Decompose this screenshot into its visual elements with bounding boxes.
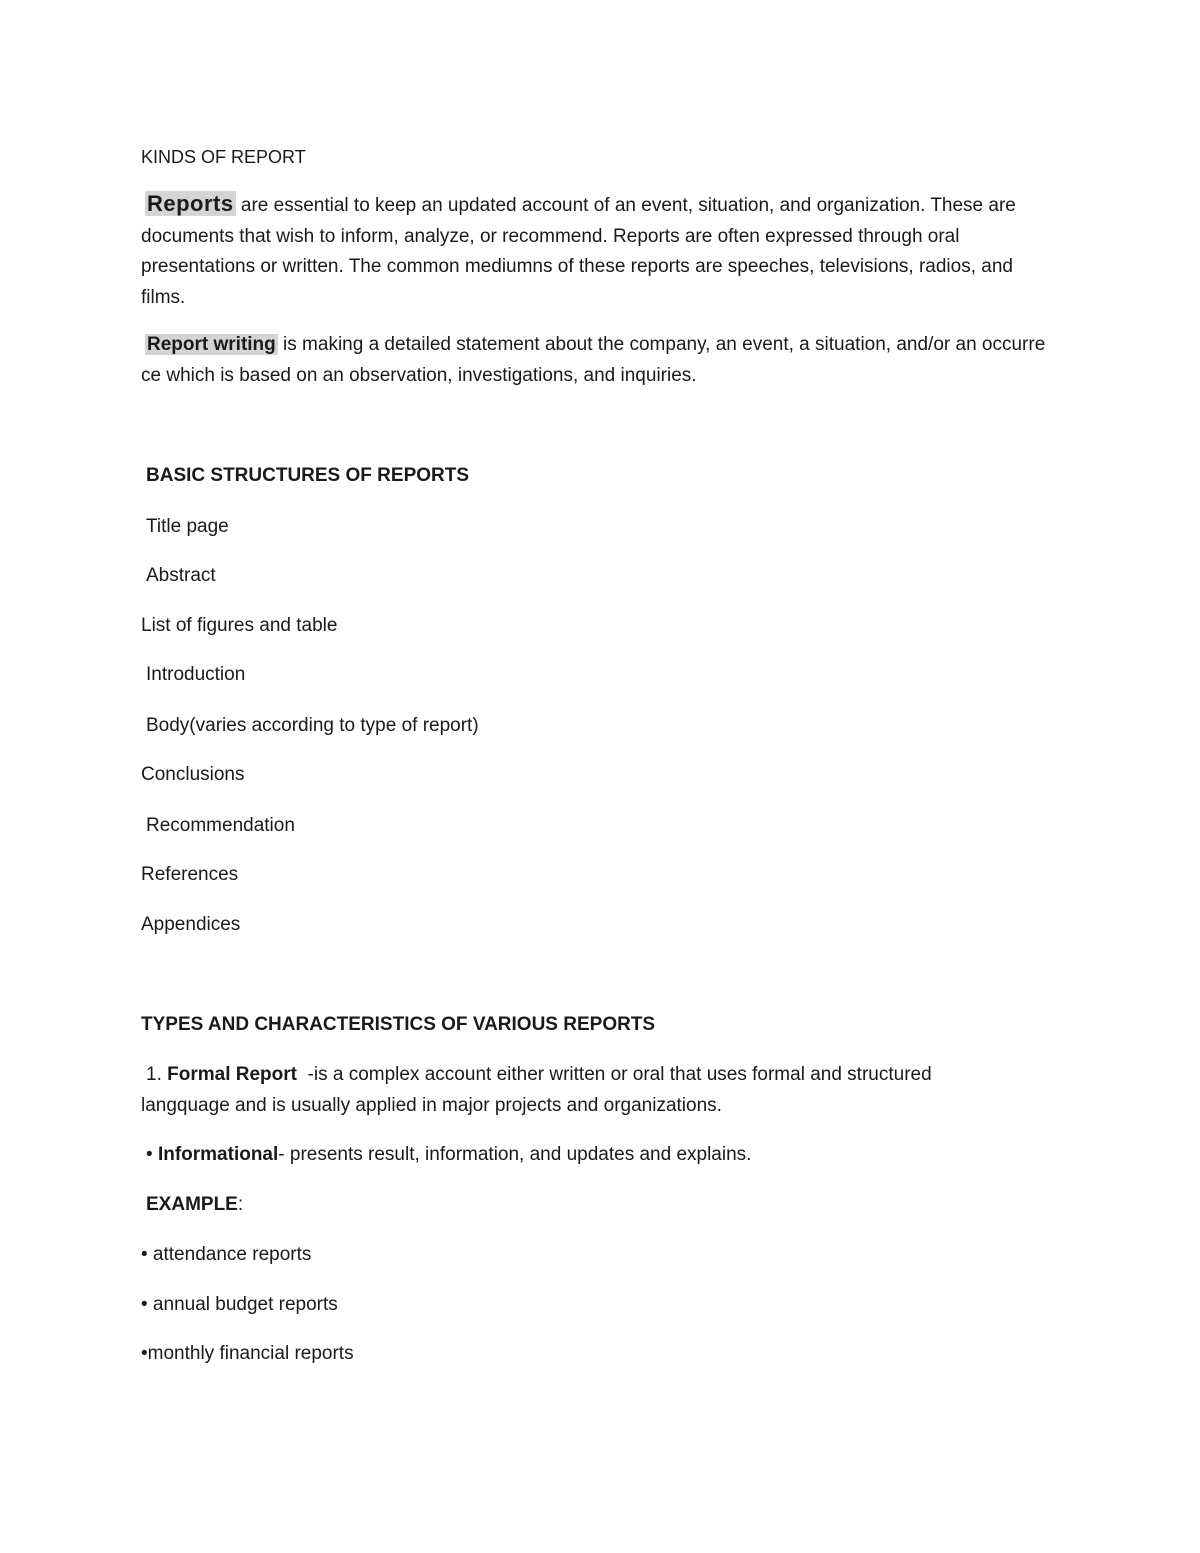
highlighted-term-reports: Reports [147, 191, 234, 216]
informational-text: - presents result, information, and updates and explains. [278, 1144, 752, 1165]
formal-report-line [146, 1063, 932, 1087]
informational-term: Informational [157, 1144, 279, 1165]
list-number: 1. [146, 1064, 168, 1085]
formal-report-text: -is a complex account either written or oral that uses formal and structured [296, 1064, 932, 1085]
structure-item: Conclusions [141, 764, 245, 785]
example-heading-line [146, 1193, 243, 1217]
page-title: KINDS OF REPORT [141, 147, 306, 167]
definition-paragraph-text: is making a detailed statement about the company, an event, a situation, and/or an occurre ce which is based on an observation, investigations, and inquiries. [141, 334, 1046, 386]
structure-item: Appendices [141, 914, 241, 935]
example-item: • attendance reports [141, 1244, 312, 1265]
structure-item: Body(varies according to type of report) [146, 715, 479, 736]
example-item: •monthly financial reports [141, 1343, 354, 1364]
formal-report-continuation: langquage and is usually applied in major projects and organizations. [141, 1095, 722, 1116]
structure-item: References [141, 864, 239, 885]
example-heading: EXAMPLE [146, 1194, 238, 1215]
informational-line [146, 1143, 751, 1167]
definition-paragraph [141, 330, 1061, 391]
example-colon: : [237, 1194, 244, 1215]
section-heading-types: TYPES AND CHARACTERISTICS OF VARIOUS REPORTS [141, 1014, 656, 1035]
intro-paragraph [141, 189, 1061, 313]
structure-item: Abstract [146, 565, 216, 586]
structure-item: Title page [146, 516, 229, 537]
formal-report-term: Formal Report [167, 1064, 297, 1085]
example-item: • annual budget reports [141, 1294, 338, 1315]
structure-item: Recommendation [146, 815, 295, 836]
structure-item: List of figures and table [141, 615, 338, 636]
intro-paragraph-text: are essential to keep an updated account of an event, situation, and organization. These are documents that wish to inform, analyze, or recommend. Reports are often expressed through oral presentations or written. The common mediumns of these reports are speeches, televisions, radios, and films. [141, 195, 1016, 308]
bullet: • [146, 1144, 158, 1165]
section-heading-structures: BASIC STRUCTURES OF REPORTS [146, 465, 470, 486]
highlighted-term-report-writing: Report writing [147, 334, 276, 355]
structure-item: Introduction [146, 664, 246, 685]
